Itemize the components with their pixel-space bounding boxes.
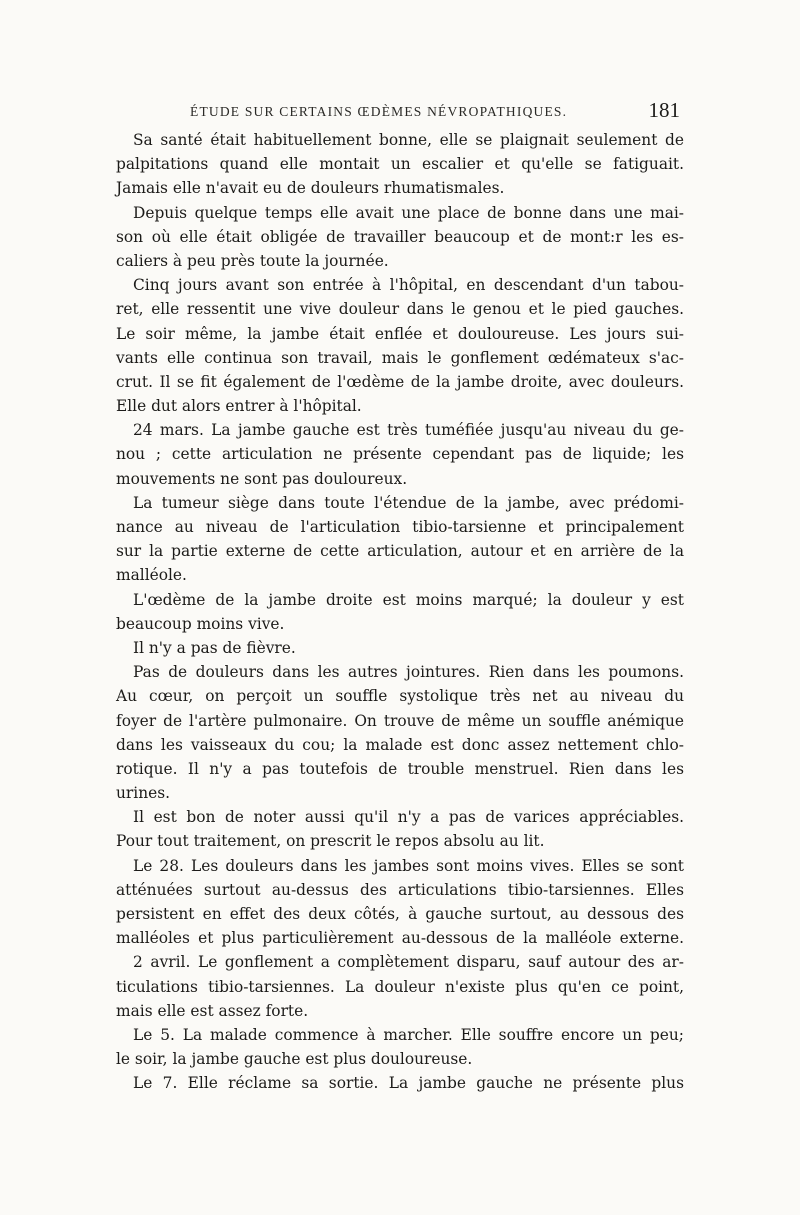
text-line: Sa santé était habituellement bonne, elle se plaignait seulement de bbox=[133, 131, 684, 149]
page-header bbox=[116, 98, 684, 124]
text-line: crut. Il se fit également de l'œdème de la jambe droite, avec douleurs. bbox=[116, 372, 684, 391]
text-line: urines. bbox=[116, 784, 171, 803]
text-line: malléoles et plus particulièrement au-dessous de la malléole externe. bbox=[116, 929, 684, 948]
text-line: rotique. Il n'y a pas toutefois de trouble menstruel. Rien dans les bbox=[116, 759, 684, 778]
text-line: Elle dut alors entrer à l'hôpital. bbox=[116, 397, 362, 416]
text-line: Au cœur, on perçoit un souffle systolique très net au niveau du bbox=[116, 687, 684, 706]
text-line: Il n'y a pas de fièvre. bbox=[133, 638, 296, 657]
text-line: mais elle est assez forte. bbox=[116, 1001, 309, 1020]
text-line: Jamais elle n'avait eu de douleurs rhumatismales. bbox=[116, 179, 505, 198]
text-line: beaucoup moins vive. bbox=[116, 614, 285, 633]
text-line: 2 avril. Le gonflement a complètement disparu, sauf autour des ar- bbox=[133, 953, 684, 972]
text-line: caliers à peu près toute la journée. bbox=[116, 251, 389, 270]
text-line: foyer de l'artère pulmonaire. On trouve de même un souffle anémique bbox=[116, 711, 684, 730]
text-line: La tumeur siège dans toute l'étendue de la jambe, avec prédomi- bbox=[133, 493, 684, 512]
text-line: nou ; cette articulation ne présente cependant pas de liquide; les bbox=[116, 445, 684, 464]
text-line: vants elle continua son travail, mais le gonflement œdémateux s'ac- bbox=[116, 348, 684, 367]
text-line: 24 mars. La jambe gauche est très tuméfiée jusqu'au niveau du ge- bbox=[133, 421, 684, 440]
text-line: Depuis quelque temps elle avait une place de bonne dans une mai- bbox=[133, 203, 684, 222]
text-line: L'œdème de la jambe droite est moins marqué; la douleur y est bbox=[133, 590, 684, 609]
text-line: Cinq jours avant son entrée à l'hôpital, en descendant d'un tabou- bbox=[133, 276, 684, 295]
text-line: ret, elle ressentit une vive douleur dans le genou et le pied gauches. bbox=[116, 300, 684, 319]
text-line: son où elle était obligée de travailler beaucoup et de mont:r les es- bbox=[116, 227, 684, 246]
page-number: 181 bbox=[648, 98, 680, 122]
running-title: ÉTUDE SUR CERTAINS ŒDÈMES NÉVROPATHIQUES. bbox=[190, 104, 568, 119]
text-line: le soir, la jambe gauche est plus douloureuse. bbox=[116, 1050, 473, 1069]
text-line: persistent en effet des deux côtés, à gauche surtout, au dessous des bbox=[116, 905, 684, 923]
text-line: Pour tout traitement, on prescrit le repos absolu au lit. bbox=[116, 832, 545, 851]
text-line: dans les vaisseaux du cou; la malade est donc assez nettement chlo- bbox=[116, 735, 684, 754]
text-line: nance au niveau de l'articulation tibio-tarsienne et principalement bbox=[116, 518, 684, 536]
text-line: ticulations tibio-tarsiennes. La douleur n'existe plus qu'en ce point, bbox=[116, 977, 684, 996]
text-line: sur la partie externe de cette articulation, autour et en arrière de la bbox=[116, 542, 684, 561]
text-line: Le soir même, la jambe était enflée et douloureuse. Les jours sui- bbox=[116, 324, 684, 343]
text-line: Le 28. Les douleurs dans les jambes sont moins vives. Elles se sont bbox=[133, 856, 684, 875]
text-line: Le 7. Elle réclame sa sortie. La jambe gauche ne présente plus bbox=[133, 1074, 684, 1093]
text-line: Pas de douleurs dans les autres jointures. Rien dans les poumons. bbox=[133, 663, 684, 682]
text-line: palpitations quand elle montait un escalier et qu'elle se fatiguait. bbox=[116, 155, 684, 174]
text-line: malléole. bbox=[116, 566, 187, 585]
text-line: Le 5. La malade commence à marcher. Elle souffre encore un peu; bbox=[133, 1025, 684, 1044]
text-line: mouvements ne sont pas douloureux. bbox=[116, 469, 408, 488]
text-line: atténuées surtout au-dessus des articulations tibio-tarsiennes. Elles bbox=[116, 880, 684, 899]
text-line: Il est bon de noter aussi qu'il n'y a pas de varices appréciables. bbox=[133, 808, 684, 827]
body-text bbox=[116, 128, 684, 1096]
